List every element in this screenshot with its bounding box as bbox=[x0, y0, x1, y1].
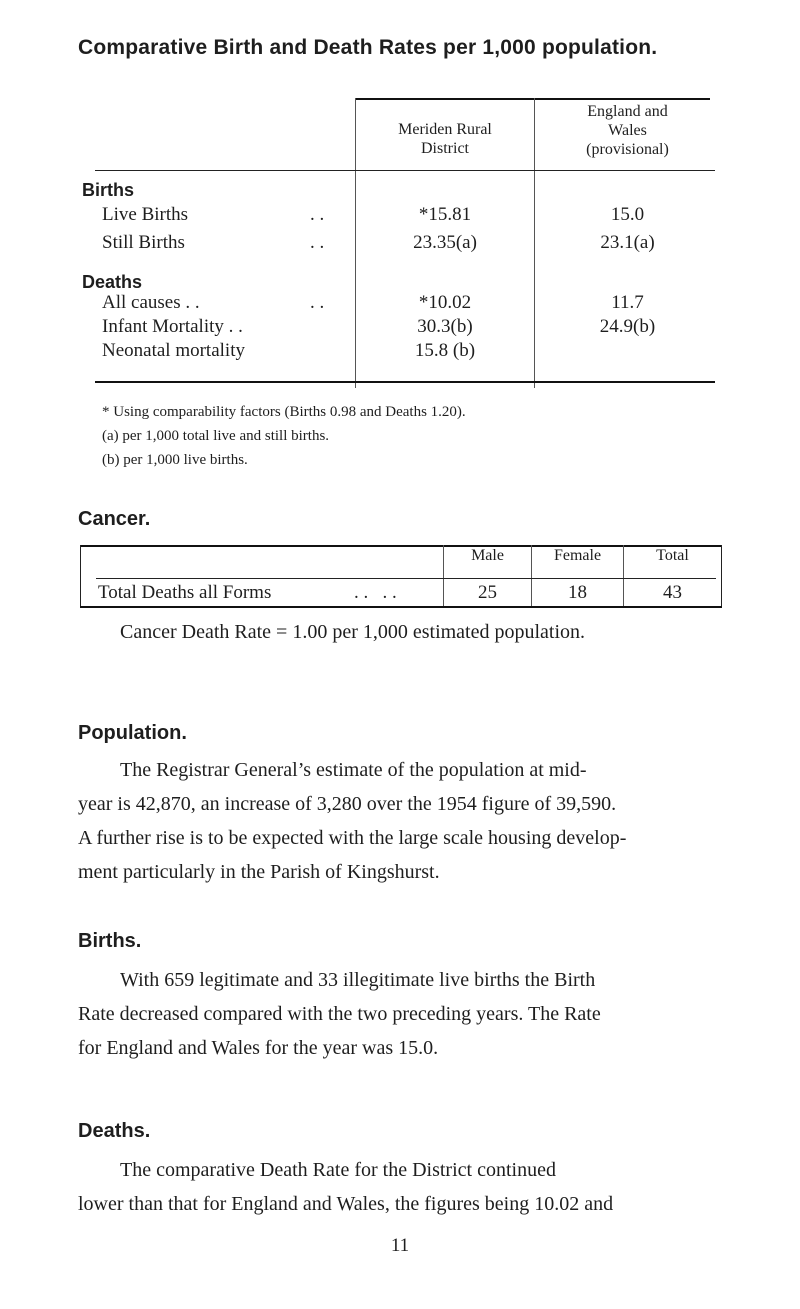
page-title: Comparative Birth and Death Rates per 1,000 population. bbox=[78, 36, 658, 59]
cell-meriden: 30.3(b) bbox=[417, 316, 473, 337]
cell-meriden: 23.35(a) bbox=[413, 232, 477, 253]
cancer-table-left bbox=[80, 545, 81, 607]
row-label: Still Births bbox=[102, 232, 185, 253]
page-number: 11 bbox=[390, 1235, 410, 1256]
cell-meriden: 15.8 (b) bbox=[414, 340, 476, 361]
population-heading: Population. bbox=[78, 722, 187, 744]
footnote: (b) per 1,000 live births. bbox=[102, 452, 248, 468]
cancer-header-female: Female bbox=[553, 547, 602, 564]
cell-england: 24.9(b) bbox=[599, 316, 656, 337]
cancer-value-total: 43 bbox=[663, 582, 682, 603]
row-dots: . . bbox=[310, 292, 325, 313]
group-label-deaths: Deaths bbox=[82, 272, 143, 292]
cancer-row-dots: . . . . bbox=[354, 582, 397, 603]
cancer-header-rule bbox=[96, 578, 716, 579]
deaths-heading: Deaths. bbox=[78, 1120, 151, 1142]
cancer-row-label: Total Deaths all Forms bbox=[98, 582, 272, 603]
row-dots: . . bbox=[310, 204, 325, 225]
table-top-rule bbox=[355, 98, 710, 100]
group-label-births: Births bbox=[82, 180, 135, 200]
cell-meriden: *10.02 bbox=[418, 292, 472, 313]
cancer-value-male: 25 bbox=[478, 582, 497, 603]
cell-meriden: *15.81 bbox=[418, 204, 472, 225]
cancer-table-right bbox=[721, 545, 722, 607]
cell-england: 11.7 bbox=[611, 292, 644, 313]
cancer-table-bottom bbox=[80, 606, 722, 608]
deaths-paragraph: The comparative Death Rate for the District continued lower than that for England and Wales, the figures being 10.02 and bbox=[78, 1159, 614, 1215]
footnote: (a) per 1,000 total live and still births. bbox=[102, 428, 330, 444]
cancer-rate-text: Cancer Death Rate = 1.00 per 1,000 estimated population. bbox=[120, 621, 586, 643]
row-label: Neonatal mortality bbox=[102, 340, 245, 361]
cell-england: 23.1(a) bbox=[600, 232, 655, 253]
row-label: All causes . . bbox=[102, 292, 200, 313]
cancer-header-male: Male bbox=[471, 547, 504, 564]
row-label: Live Births bbox=[102, 204, 189, 225]
col-header-england-wales: England and Wales (provisional) bbox=[586, 103, 669, 158]
births-heading: Births. bbox=[78, 930, 142, 952]
births-paragraph: With 659 legitimate and 33 illegitimate live births the Birth Rate decreased compared with the two preceding years. The Rate for England and Wales for the year was 15.0. bbox=[78, 969, 601, 1059]
row-label: Infant Mortality . . bbox=[102, 316, 243, 337]
cancer-heading: Cancer. bbox=[78, 508, 151, 530]
header-rule bbox=[95, 170, 715, 171]
row-dots: . . bbox=[310, 232, 325, 253]
population-paragraph: The Registrar General’s estimate of the population at mid- year is 42,870, an increase of 3,280 over the 1954 figure of 39,590. A further rise is to be expected with the large scale housing develop- ment particularly in the Parish of Kingshurst. bbox=[78, 759, 627, 883]
table-bottom-rule bbox=[95, 381, 715, 383]
cancer-header-total: Total bbox=[656, 547, 689, 564]
cell-england: 15.0 bbox=[610, 204, 645, 225]
footnote: * Using comparability factors (Births 0.98 and Deaths 1.20). bbox=[102, 404, 466, 420]
col-header-meriden: Meriden Rural District bbox=[398, 121, 492, 157]
cancer-value-female: 18 bbox=[568, 582, 587, 603]
